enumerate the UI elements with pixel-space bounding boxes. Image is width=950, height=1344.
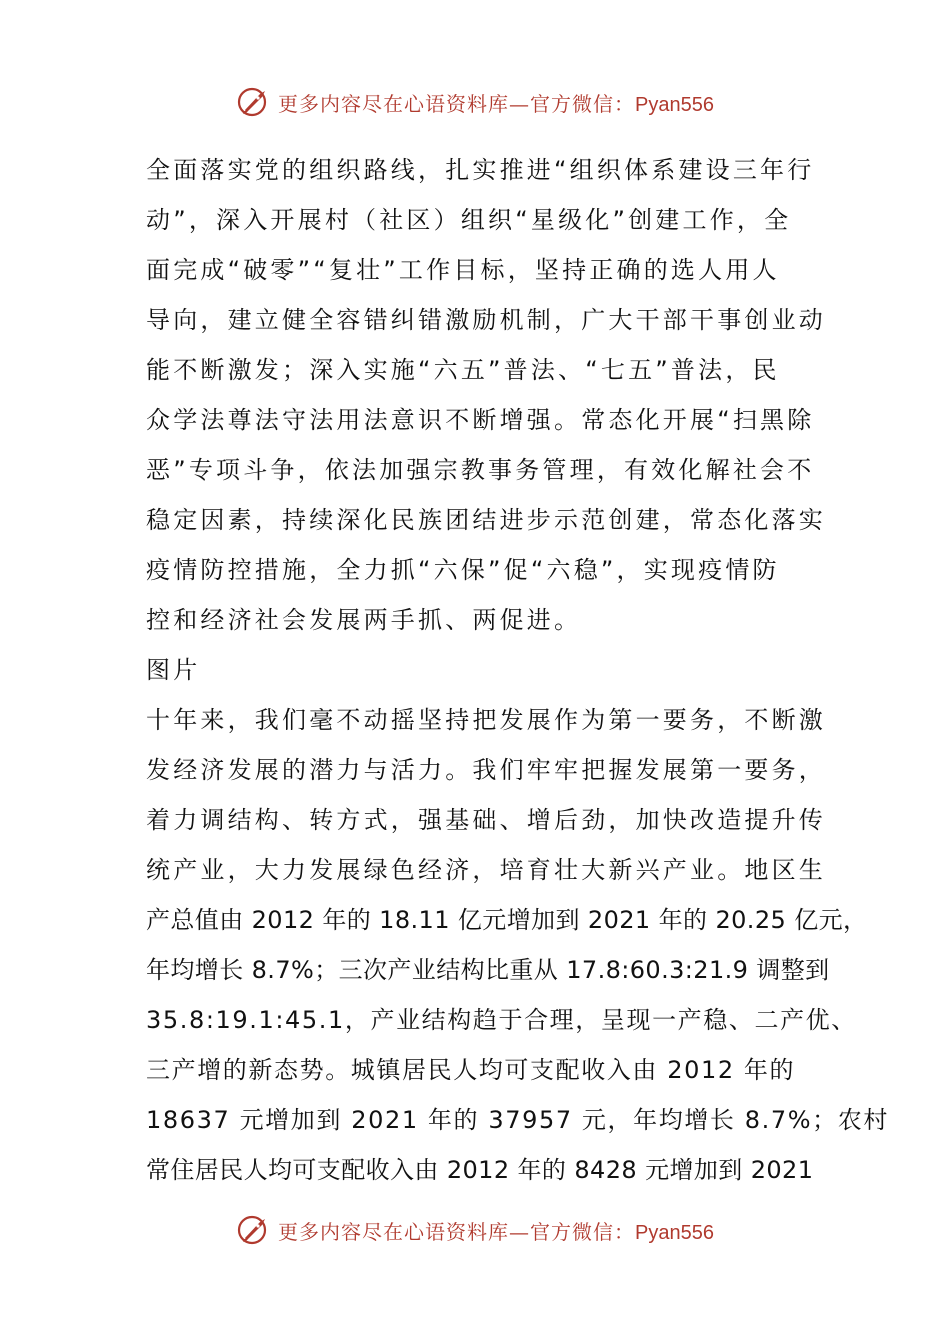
footer-wechat-id: Pyan556 (635, 1221, 714, 1244)
footer-watermark-text (278, 1216, 714, 1245)
document-body (146, 145, 889, 1195)
body-line: 疫情防控措施，全力抓“六保”促“六稳”，实现疫情防 (146, 556, 780, 584)
body-line: 全面落实党的组织路线，扎实推进“组织体系建设三年行 (146, 156, 815, 184)
footer-watermark-label: 更多内容尽在心语资料库—官方微信： (278, 1219, 636, 1244)
header-watermark-text (278, 88, 714, 117)
image-placeholder-label: 图片 (146, 656, 201, 684)
pen-nib-logo-icon (236, 1212, 272, 1248)
body-line: 动”，深入开展村（社区）组织“星级化”创建工作，全 (146, 206, 792, 234)
body-line: 35.8:19.1:45.1，产业结构趋于合理，呈现一产稳、二产优、 (146, 1006, 857, 1034)
body-line: 导向，建立健全容错纠错激励机制，广大干部干事创业动 (146, 306, 826, 334)
body-line: 稳定因素，持续深化民族团结进步示范创建，常态化落实 (146, 506, 826, 534)
body-line: 控和经济社会发展两手抓、两促进。 (146, 606, 582, 634)
pen-nib-logo-icon (236, 84, 272, 120)
body-line: 三产增的新态势。城镇居民人均可支配收入由 2012 年的 (146, 1056, 796, 1084)
body-line: 18637 元增加到 2021 年的 37957 元，年均增长 8.7%；农村 (146, 1106, 889, 1134)
header-watermark-label: 更多内容尽在心语资料库—官方微信： (278, 91, 636, 116)
header-watermark-banner (0, 80, 950, 124)
body-line: 面完成“破零”“复壮”工作目标，坚持正确的选人用人 (146, 256, 780, 284)
body-line: 年均增长 8.7%；三次产业结构比重从 17.8:60.3:21.9 调整到 (146, 956, 830, 984)
body-line: 能不断激发；深入实施“六五”普法、“七五”普法，民 (146, 356, 780, 384)
body-line: 统产业，大力发展绿色经济，培育壮大新兴产业。地区生 (146, 856, 826, 884)
body-line: 众学法尊法守法用法意识不断增强。常态化开展“扫黑除 (146, 406, 815, 434)
body-line: 十年来，我们毫不动摇坚持把发展作为第一要务，不断激 (146, 706, 826, 734)
body-line: 着力调结构、转方式，强基础、增后劲，加快改造提升传 (146, 806, 826, 834)
body-line: 发经济发展的潜力与活力。我们牢牢把握发展第一要务， (146, 756, 826, 784)
body-line: 恶”专项斗争，依法加强宗教事务管理，有效化解社会不 (146, 456, 815, 484)
header-wechat-id: Pyan556 (635, 93, 714, 116)
footer-watermark-banner (0, 1208, 950, 1252)
body-line: 产总值由 2012 年的 18.11 亿元增加到 2021 年的 20.25 亿元， (146, 906, 868, 934)
body-line: 常住居民人均可支配收入由 2012 年的 8428 元增加到 2021 (146, 1156, 814, 1184)
